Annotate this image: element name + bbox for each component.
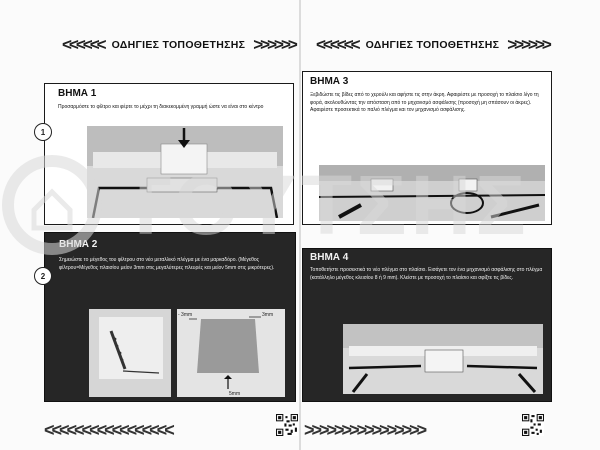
right-header-title: ΟΔΗΓΙΕΣ ΤΟΠΟΘΕΤΗΣΗΣ bbox=[365, 39, 500, 51]
qr-code-icon bbox=[522, 414, 544, 436]
step-2-title: ΒΗΜΑ 2 bbox=[59, 239, 98, 250]
step-4-title: ΒΗΜΑ 4 bbox=[310, 252, 349, 263]
step-4-illustration bbox=[343, 324, 543, 394]
step-1-panel bbox=[44, 83, 294, 225]
step-2-text: Σημειώστε το μέγεθος του φίλτρου στο νέο μεταλλικό πλέγμα με ένα μαρκαδόρο. (Μέγεθος φίλτρου=Μέγεθος πλαισίου μείον 3mm στις μεγαλύτερες πλευρές και μείον 5mm στις μικρότερες). bbox=[59, 257, 275, 271]
measure-label-left: - 3mm bbox=[178, 312, 193, 318]
page-spine bbox=[299, 0, 301, 450]
chevron-left-icon: <<<<<< bbox=[62, 35, 104, 54]
measure-label-right: 3mm bbox=[262, 312, 274, 318]
left-header-title: ΟΔΗΓΙΕΣ ΤΟΠΟΘΕΤΗΣΗΣ bbox=[111, 39, 246, 51]
step-3-illustration bbox=[319, 165, 545, 221]
watermark-text: ΤΟΥΤΣΗΣ bbox=[120, 158, 530, 252]
step-2-number: 2 bbox=[34, 267, 52, 285]
step-3-title: ΒΗΜΑ 3 bbox=[310, 76, 349, 87]
step-3-text: Ξεβιδώστε τις βίδες από το χερούλι και αφήστε τις στην άκρη. Αφαιρέστε με προσοχή το πλαίσιο λίγο τη φορά, ακολουθώντας την απόσταση από το μηχανισμό ασφάλισης (προσοχή μη σπάσουν οι άκρες). Αφαιρέστε προσεκτικά το παλιό πλέγμα και τον μηχανισμό ασφάλισης. bbox=[310, 92, 539, 113]
step-4-panel bbox=[302, 248, 552, 402]
step-1-text: Προσαρμόστε το φίλτρο και φέρτε το μέχρι τη διακεκομμένη γραμμή ώστε να είναι στο κέντρο bbox=[58, 104, 264, 110]
step-1-illustration bbox=[87, 126, 283, 218]
step-3-panel bbox=[302, 71, 552, 225]
right-header bbox=[316, 34, 549, 56]
chevron-right-icon: >>>>>> bbox=[507, 35, 549, 54]
footer-chevrons-left: <<<<<<<<<<<<<<<<< bbox=[44, 420, 172, 440]
footer-chevrons-right: >>>>>>>>>>>>>>>> bbox=[304, 420, 425, 440]
chevron-right-icon: >>>>>> bbox=[253, 35, 295, 54]
step-1-title: ΒΗΜΑ 1 bbox=[58, 88, 97, 99]
qr-code-icon bbox=[276, 414, 298, 436]
step-2-panel bbox=[44, 232, 296, 402]
step-4-text: Τοποθετήστε προσεκτικά το νέο πλέγμα στο πλαίσιο. Εισάγετε τον ένα μηχανισμό ασφάλισης στο πλέγμα (κατάλληλο μέγεθος κλεισίου 8 ή 9 mm). Κλείστε με προσοχή το πλαίσιο και σφίξτε τις βίδες. bbox=[310, 267, 543, 281]
step-2-illustration bbox=[89, 309, 285, 397]
measure-label-bottom: 5mm bbox=[229, 391, 241, 397]
step-1-number: 1 bbox=[34, 123, 52, 141]
left-header bbox=[62, 34, 295, 56]
chevron-left-icon: <<<<<< bbox=[316, 35, 358, 54]
